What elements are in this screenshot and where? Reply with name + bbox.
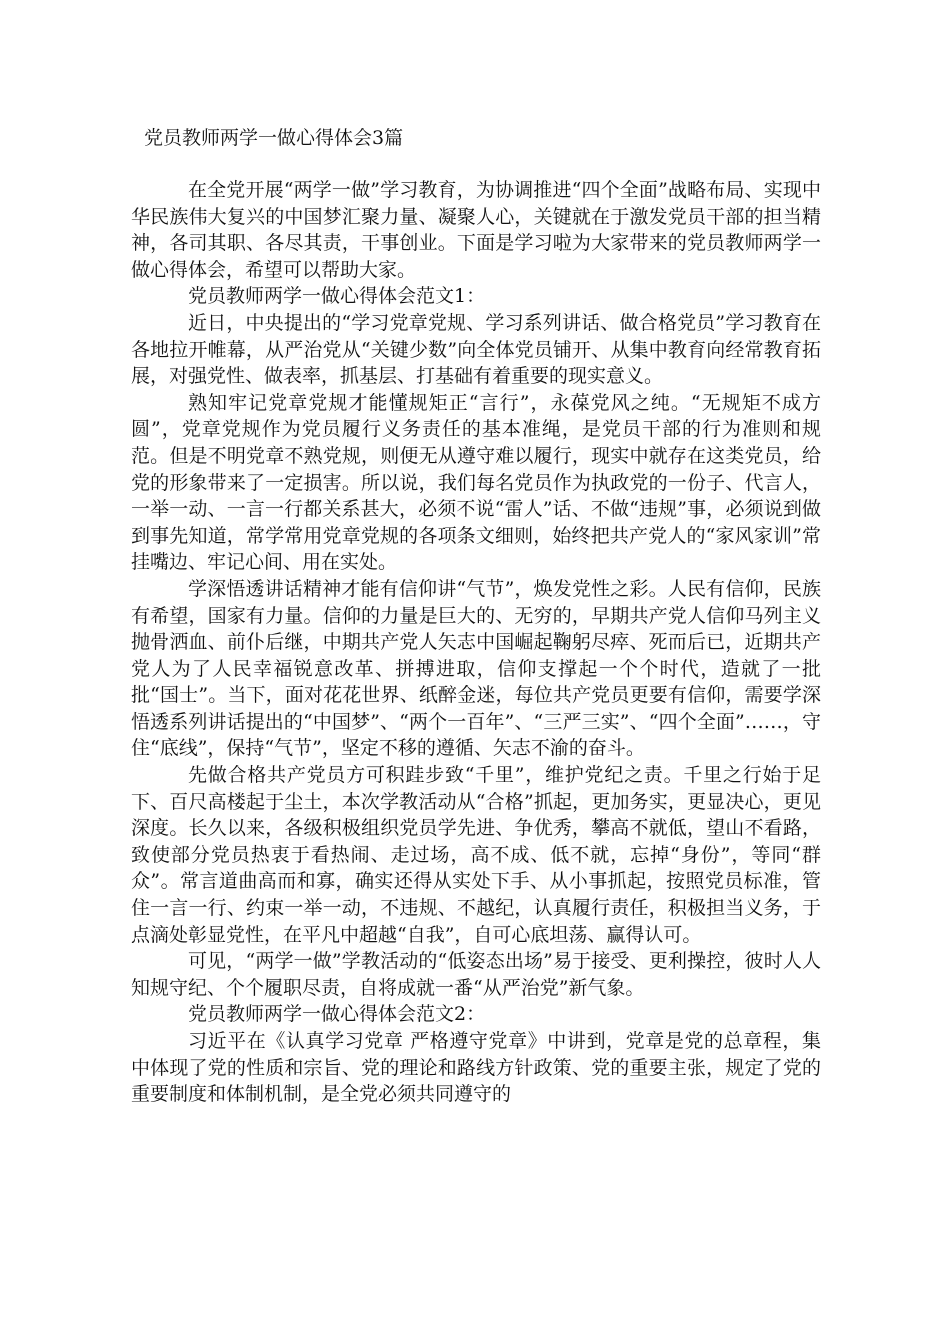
- paragraph: 可见，“两学一做”学教活动的“低姿态出场”易于接受、更利操控，彼时人人知规守纪、个个履职尽责，自将成就一番“从严治党”新气象。: [131, 950, 821, 999]
- paragraph: 先做合格共产党员方可积跬步致“千里”，维护党纪之责。千里之行始于足下、百尺高楼起于尘土，本次学教活动从“合格”抓起，更加务实，更显决心，更见深度。长久以来，各级积极组织党员学先进、争优秀，攀高不就低，望山不看路，致使部分党员热衷于看热闹、走过场，高不成、低不就，忘掉“身份”，等同“群众”。常言道曲高而和寡，确实还得从实处下手、从小事抓起，按照党员标准，管住一言一行、约束一举一动，不违规、不越纪，认真履行责任，积极担当义务，于点滴处彰显党性，在平凡中超越“自我”，自可心底坦荡、赢得认可。: [131, 764, 821, 946]
- paragraph: 习近平在《认真学习党章 严格遵守党章》中讲到，党章是党的总章程，集中体现了党的性质和宗旨、党的理论和路线方针政策、党的重要主张，规定了党的重要制度和体制机制，是全党必须共同遵守的: [131, 1030, 821, 1106]
- paragraph-intro: 在全党开展“两学一做”学习教育，为协调推进“四个全面”战略布局、实现中华民族伟大复兴的中国梦汇聚力量、凝聚人心，关键就在于激发党员干部的担当精神，各司其职、各尽其责，干事创业。下面是学习啦为大家带来的党员教师两学一做心得体会，希望可以帮助大家。: [131, 179, 821, 281]
- document-title: 党员教师两学一做心得体会3篇: [144, 127, 404, 149]
- section-heading-sample-1: 党员教师两学一做心得体会范文1：: [188, 285, 486, 308]
- paragraph: 学深悟透讲话精神才能有信仰讲“气节”，焕发党性之彩。人民有信仰，民族有希望，国家有力量。信仰的力量是巨大的、无穷的，早期共产党人信仰马列主义抛骨洒血、前仆后继，中期共产党人矢志中国崛起鞠躬尽瘁、死而后已，近期共产党人为了人民幸福锐意改革、拼搏进取，信仰支撑起一个个时代，造就了一批批“国士”。当下，面对花花世界、纸醉金迷，每位共产党员更要有信仰，需要学深悟透系列讲话提出的“中国梦”、“两个一百年”、“三严三实”、“四个全面”……，守住“底线”，保持“气节”，坚定不移的遵循、矢志不渝的奋斗。: [131, 577, 821, 760]
- paragraph: 熟知牢记党章党规才能懂规矩正“言行”，永葆党风之纯。“无规矩不成方圆”，党章党规作为党员履行义务责任的基本准绳，是党员干部的行为准则和规范。但是不明党章不熟党规，则便无从遵守难以履行，现实中就存在这类党员，给党的形象带来了一定损害。所以说，我们每名党员作为执政党的一份子、代言人，一举一动、一言一行都关系甚大，必须不说“雷人”话、不做“违规”事，必须说到做到事先知道，常学常用党章党规的各项条文细则，始终把共产党人的“家风家训”常挂嘴边、牢记心间、用在实处。: [131, 391, 821, 574]
- section-heading-sample-2: 党员教师两学一做心得体会范文2：: [188, 1003, 486, 1026]
- paragraph: 近日，中央提出的“学习党章党规、学习系列讲话、做合格党员”学习教育在各地拉开帷幕，从严治党从“关键少数”向全体党员铺开、从集中教育向经常教育拓展，对强党性、做表率，抓基层、打基础有着重要的现实意义。: [131, 311, 821, 388]
- document-page: [131, 125, 821, 1108]
